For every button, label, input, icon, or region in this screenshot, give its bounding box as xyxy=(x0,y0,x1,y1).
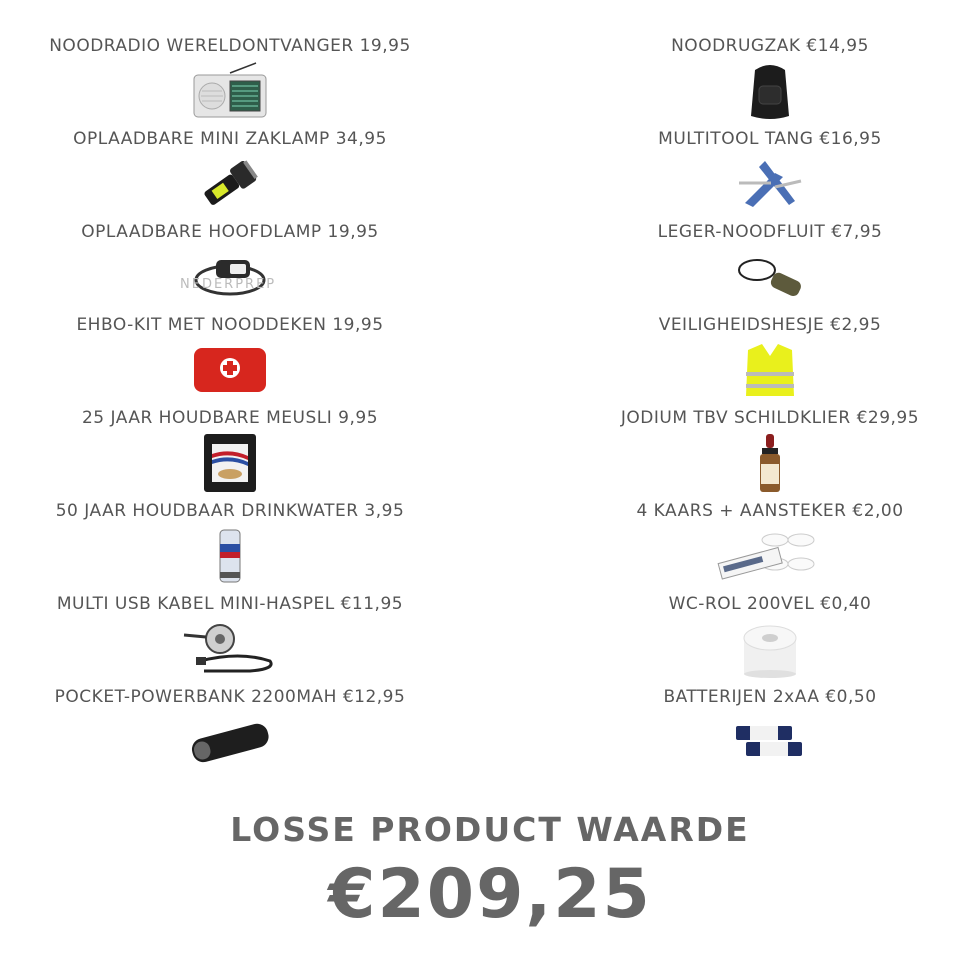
product-item-hoofdlamp xyxy=(20,216,440,309)
product-item-noodradio xyxy=(20,30,440,123)
product-item-drinkwater xyxy=(20,495,440,588)
product-item-multitool xyxy=(560,123,980,216)
product-label: MULTI USB KABEL MINI-HASPEL €11,95 xyxy=(56,594,404,614)
summary-total-value: €209,25 xyxy=(328,855,652,934)
whistle-icon xyxy=(735,247,805,307)
usb-cable-reel-icon xyxy=(180,619,280,679)
toilet-roll-icon xyxy=(738,619,802,679)
iodine-bottle-icon xyxy=(755,433,785,493)
product-label: 4 KAARS + AANSTEKER €2,00 xyxy=(636,501,904,521)
water-can-icon xyxy=(215,526,245,586)
powerbank-icon xyxy=(185,712,275,772)
product-label: VEILIGHEIDSHESJE €2,95 xyxy=(658,315,882,335)
radio-icon xyxy=(190,61,270,121)
product-item-wc-rol xyxy=(560,588,980,681)
product-label: POCKET-POWERBANK 2200MAH €12,95 xyxy=(54,687,406,707)
product-label: 50 JAAR HOUDBAAR DRINKWATER 3,95 xyxy=(55,501,405,521)
product-label: 25 JAAR HOUDBARE MEUSLI 9,95 xyxy=(81,408,379,428)
right-product-column xyxy=(560,30,980,774)
flashlight-icon xyxy=(195,154,265,214)
product-label: BATTERIJEN 2xAA €0,50 xyxy=(663,687,877,707)
headlamp-icon xyxy=(180,247,280,307)
product-label: NOODRUGZAK €14,95 xyxy=(671,36,869,56)
muesli-pouch-icon xyxy=(202,433,258,493)
product-item-jodium xyxy=(560,402,980,495)
product-label: JODIUM TBV SCHILDKLIER €29,95 xyxy=(620,408,920,428)
product-item-noodrugzak xyxy=(560,30,980,123)
product-value-summary xyxy=(0,810,980,934)
product-item-ehbo-kit xyxy=(20,309,440,402)
batteries-icon xyxy=(732,712,808,772)
product-item-meusli xyxy=(20,402,440,495)
backpack-icon xyxy=(745,61,795,121)
product-item-noodfluit xyxy=(560,216,980,309)
product-label: OPLAADBARE HOOFDLAMP 19,95 xyxy=(81,222,379,242)
candles-lighter-icon xyxy=(715,526,825,586)
product-label: LEGER-NOODFLUIT €7,95 xyxy=(657,222,883,242)
nederprep-watermark: NEDERPREP xyxy=(180,277,277,292)
multitool-icon xyxy=(735,154,805,214)
product-label: EHBO-KIT MET NOODDEKEN 19,95 xyxy=(76,315,384,335)
product-label: NOODRADIO WERELDONTVANGER 19,95 xyxy=(49,36,411,56)
product-label: OPLAADBARE MINI ZAKLAMP 34,95 xyxy=(73,129,387,149)
safety-vest-icon xyxy=(742,340,798,400)
product-item-veiligheidshesje xyxy=(560,309,980,402)
summary-title: LOSSE PRODUCT WAARDE xyxy=(230,810,750,849)
product-label: WC-ROL 200VEL €0,40 xyxy=(668,594,872,614)
product-item-usb-kabel xyxy=(20,588,440,681)
product-item-batterijen xyxy=(560,681,980,774)
first-aid-kit-icon xyxy=(190,340,270,400)
left-product-column xyxy=(20,30,440,774)
product-item-kaars xyxy=(560,495,980,588)
product-label: MULTITOOL TANG €16,95 xyxy=(658,129,882,149)
product-item-zaklamp xyxy=(20,123,440,216)
product-item-powerbank xyxy=(20,681,440,774)
